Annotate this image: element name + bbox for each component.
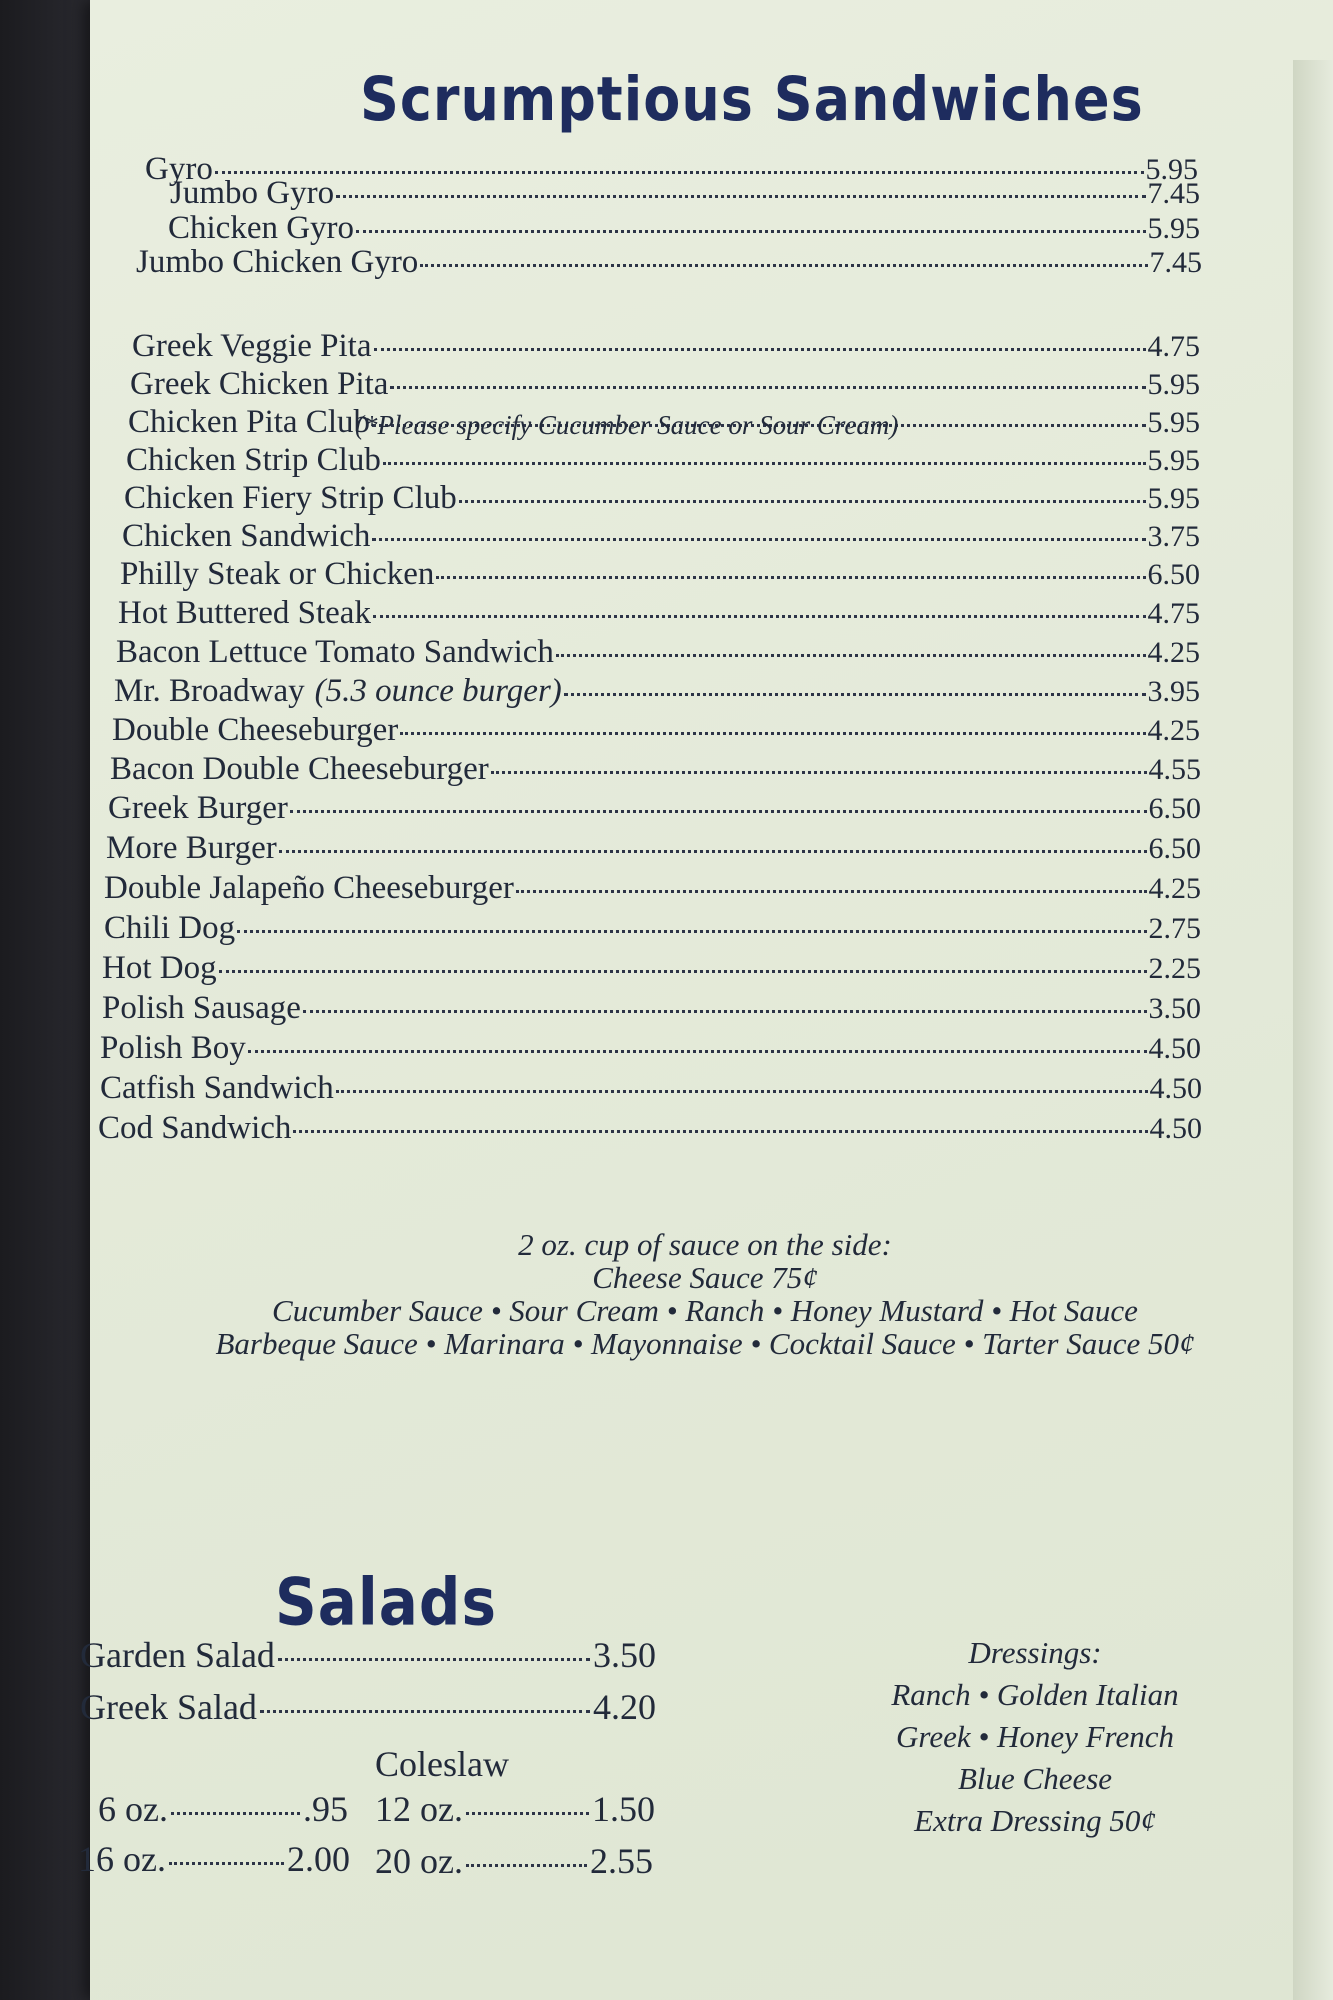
- salad-item: [80, 1634, 656, 1676]
- sauce-line-1: 2 oz. cup of sauce on the side:: [518, 1227, 892, 1262]
- menu-item-price: 5.95: [1147, 406, 1200, 439]
- menu-item: [110, 751, 1201, 788]
- salads-heading: Salads: [275, 1563, 497, 1641]
- menu-item-name: Chicken Pita Club: [128, 404, 370, 440]
- leader-dots: [466, 1864, 587, 1867]
- menu-item-name: Greek Burger: [108, 790, 288, 826]
- menu-item: [102, 990, 1201, 1027]
- salad-price: 4.20: [593, 1687, 656, 1727]
- coleslaw-price: .95: [303, 1789, 348, 1829]
- leader-dots: [556, 654, 1146, 657]
- menu-item: [118, 595, 1200, 632]
- menu-item-price: 5.95: [1145, 153, 1198, 186]
- menu-item-price: 3.50: [1148, 992, 1201, 1025]
- menu-item-name: Chicken Strip Club: [126, 442, 381, 478]
- leader-dots: [336, 195, 1145, 198]
- menu-item-price: 4.55: [1148, 753, 1201, 786]
- menu-item-price: 5.95: [1147, 444, 1200, 477]
- coleslaw-size-label: 12 oz.: [375, 1789, 463, 1829]
- sauce-options: [130, 1228, 1280, 1360]
- sauce-line-2: Cheese Sauce 75¢: [592, 1260, 818, 1295]
- menu-item: [124, 480, 1200, 517]
- menu-item-price: 3.95: [1147, 675, 1200, 708]
- menu-item-name: Greek Veggie Pita: [132, 328, 372, 364]
- menu-item-price: 3.75: [1147, 520, 1200, 553]
- salad-name: Greek Salad: [80, 1687, 257, 1727]
- dressings-title: Dressings:: [968, 1635, 1102, 1670]
- menu-item-name: Hot Dog: [102, 950, 217, 986]
- menu-item: [168, 210, 1200, 247]
- sandwiches-heading: Scrumptious Sandwiches: [360, 64, 1144, 135]
- coleslaw-size: [375, 1788, 655, 1830]
- menu-item-name: Double Jalapeño Cheeseburger: [104, 870, 514, 906]
- menu-item-name: Cod Sandwich: [98, 1110, 292, 1146]
- leader-dots: [169, 1862, 284, 1865]
- menu-item: [120, 556, 1200, 593]
- menu-item: [136, 244, 1202, 281]
- coleslaw-size-label: 6 oz.: [98, 1789, 168, 1829]
- menu-item: [100, 1070, 1202, 1107]
- salad-price: 3.50: [593, 1635, 656, 1675]
- leader-dots: [400, 732, 1145, 735]
- menu-page: [78, 0, 1333, 2000]
- menu-item-price: 4.75: [1147, 330, 1200, 363]
- leader-dots: [237, 930, 1146, 933]
- menu-item: [104, 870, 1201, 907]
- dressings-list: [835, 1632, 1235, 1842]
- menu-item-name: Chicken Gyro: [168, 210, 355, 246]
- leader-dots: [374, 348, 1146, 351]
- leader-dots: [293, 1130, 1147, 1133]
- menu-item-name: Gyro: [145, 151, 213, 187]
- leader-dots: [372, 538, 1145, 541]
- leader-dots: [466, 1812, 589, 1815]
- menu-item: [102, 950, 1201, 987]
- leader-dots: [219, 970, 1147, 973]
- leader-dots: [516, 890, 1147, 893]
- menu-item-name: More Burger: [106, 830, 277, 866]
- leader-dots: [336, 1090, 1148, 1093]
- menu-item-price: 4.50: [1149, 1112, 1202, 1145]
- leader-dots: [356, 230, 1145, 233]
- menu-item-price: 4.25: [1147, 636, 1200, 669]
- menu-item-name: Polish Boy: [100, 1030, 246, 1066]
- menu-item-price: 4.50: [1149, 1072, 1202, 1105]
- coleslaw-heading: Coleslaw: [375, 1744, 509, 1784]
- gyro-sauce-note: (*Please specify Cucumber Sauce or Sour Cream): [355, 410, 899, 440]
- menu-item-price: 4.75: [1147, 597, 1200, 630]
- leader-dots: [491, 771, 1147, 774]
- leader-dots: [436, 576, 1145, 579]
- menu-item-name: Greek Chicken Pita: [130, 366, 389, 402]
- menu-item: [130, 366, 1200, 403]
- menu-item: [170, 175, 1200, 212]
- menu-item-name: Bacon Double Cheeseburger: [110, 751, 489, 787]
- menu-item-price: 2.75: [1148, 912, 1201, 945]
- leader-dots: [303, 1010, 1147, 1013]
- menu-item: [126, 442, 1200, 479]
- menu-item-name: Chili Dog: [104, 910, 236, 946]
- menu-item-name: Chicken Sandwich: [122, 518, 371, 554]
- menu-item: [114, 673, 1200, 710]
- coleslaw-size: [78, 1838, 350, 1880]
- menu-item: [116, 634, 1200, 671]
- menu-item-name: Jumbo Gyro: [170, 175, 335, 211]
- coleslaw-size: [375, 1840, 653, 1882]
- menu-item-price: 5.95: [1147, 482, 1200, 515]
- sauce-line-4: Barbeque Sauce • Marinara • Mayonnaise • Cocktail Sauce • Tarter Sauce 50¢: [215, 1326, 1195, 1361]
- menu-item-name: Hot Buttered Steak: [118, 595, 371, 631]
- menu-item: [108, 790, 1201, 827]
- menu-item: [104, 910, 1201, 947]
- menu-item-price: 7.45: [1149, 246, 1202, 279]
- dressings-line-1: Ranch • Golden Italian: [891, 1677, 1179, 1712]
- menu-item: [100, 1030, 1201, 1067]
- leader-dots: [290, 810, 1147, 813]
- leader-dots: [564, 693, 1146, 696]
- menu-item-name: Mr. Broadway: [114, 673, 305, 709]
- menu-item: [106, 830, 1201, 867]
- menu-item-price: 2.25: [1148, 952, 1201, 985]
- menu-item: [132, 328, 1200, 365]
- dressings-line-4: Extra Dressing 50¢: [914, 1803, 1156, 1838]
- salad-item: [80, 1686, 656, 1728]
- menu-item-price: 4.50: [1148, 1032, 1201, 1065]
- menu-item-name: Catfish Sandwich: [100, 1070, 334, 1106]
- menu-item: [122, 518, 1200, 555]
- leader-dots: [383, 462, 1146, 465]
- menu-item: [112, 712, 1200, 749]
- leader-dots: [279, 850, 1147, 853]
- leader-dots: [459, 500, 1146, 503]
- menu-item-price: 6.50: [1147, 558, 1200, 591]
- leader-dots: [215, 171, 1144, 174]
- leader-dots: [171, 1812, 300, 1815]
- leader-dots: [420, 264, 1147, 267]
- coleslaw-price: 1.50: [592, 1789, 655, 1829]
- menu-item-price: 6.50: [1148, 792, 1201, 825]
- next-page-edge: [1293, 60, 1333, 2000]
- coleslaw-size: [98, 1788, 348, 1830]
- menu-item-price: 6.50: [1148, 832, 1201, 865]
- menu-item-price: 4.25: [1148, 872, 1201, 905]
- leader-dots: [260, 1710, 590, 1713]
- salad-name: Garden Salad: [80, 1635, 275, 1675]
- sauce-line-3: Cucumber Sauce • Sour Cream • Ranch • Honey Mustard • Hot Sauce: [272, 1293, 1138, 1328]
- coleslaw-size-label: 16 oz.: [78, 1839, 166, 1879]
- menu-item-name: Chicken Fiery Strip Club: [124, 480, 457, 516]
- menu-item-name: Jumbo Chicken Gyro: [136, 244, 419, 280]
- coleslaw-size-label: 20 oz.: [375, 1841, 463, 1881]
- menu-item-name: Bacon Lettuce Tomato Sandwich: [116, 634, 554, 670]
- coleslaw-price: 2.00: [287, 1839, 350, 1879]
- leader-dots: [373, 615, 1146, 618]
- dressings-line-3: Blue Cheese: [957, 1761, 1113, 1796]
- menu-item-name: Philly Steak or Chicken: [120, 556, 435, 592]
- menu-item-price: 5.95: [1147, 212, 1200, 245]
- menu-item-note: (5.3 ounce burger): [314, 673, 562, 709]
- menu-item-price: 4.25: [1147, 714, 1200, 747]
- leader-dots: [278, 1658, 590, 1661]
- menu-item-price: 5.95: [1147, 368, 1200, 401]
- leader-dots: [390, 386, 1145, 389]
- leader-dots: [248, 1050, 1147, 1053]
- menu-item: [98, 1110, 1202, 1147]
- coleslaw-price: 2.55: [590, 1841, 653, 1881]
- dressings-line-2: Greek • Honey French: [896, 1719, 1174, 1754]
- menu-item-price: 7.45: [1147, 177, 1200, 210]
- menu-item-name: Polish Sausage: [102, 990, 301, 1026]
- menu-item-name: Double Cheeseburger: [112, 712, 399, 748]
